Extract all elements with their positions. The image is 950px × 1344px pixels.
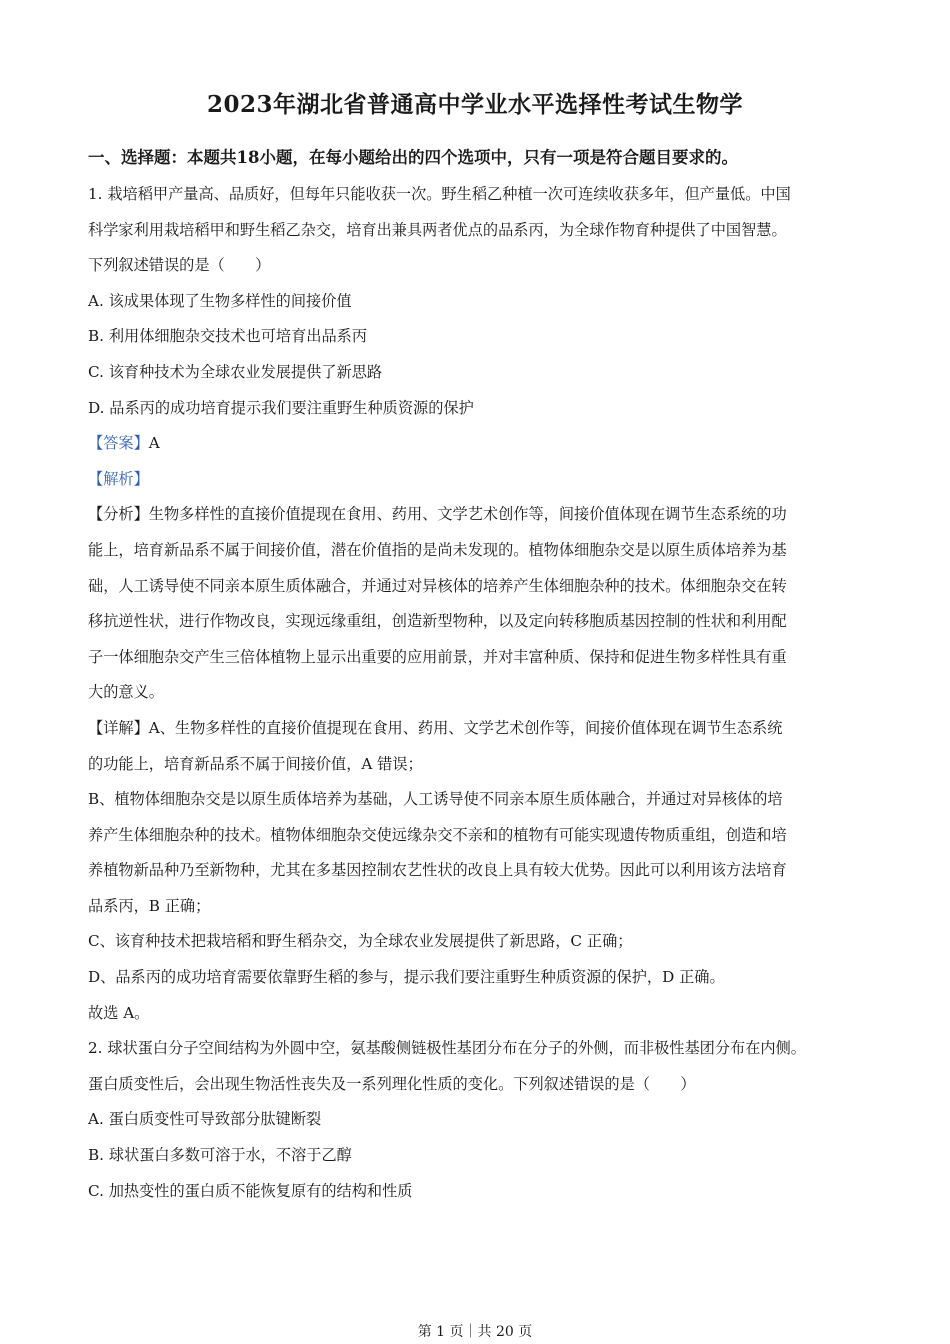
detail-line: 养植物新品种乃至新物种，尤其在多基因控制农艺性状的改良上具有较大优势。因此可以利用该方法培育 bbox=[88, 861, 787, 880]
analysis-text: 生物多样性的直接价值提现在食用、药用、文学艺术创作等，间接价值体现在调节生态系统的功 bbox=[148, 505, 787, 524]
option-b: B. 利用体细胞杂交技术也可培育出品系丙 bbox=[88, 327, 368, 346]
detail-line: C、该育种技术把栽培稻和野生稻杂交，为全球农业发展提供了新思路，C 正确； bbox=[88, 932, 633, 951]
section-heading: 一、选择题：本题共18小题，在每小题给出的四个选项中，只有一项是符合题目要求的。 bbox=[88, 148, 738, 167]
answer-label: 【答案】 bbox=[88, 434, 149, 453]
option-a: A. 该成果体现了生物多样性的间接价值 bbox=[88, 291, 352, 310]
analysis-line: 子一体细胞杂交产生三倍体植物上显示出重要的应用前景，并对丰富种质、保持和促进生物多样性具有重 bbox=[88, 647, 787, 666]
detail-text: A、生物多样性的直接价值提现在食用、药用、文学艺术创作等，间接价值体现在调节生态系统 bbox=[148, 718, 783, 737]
analysis-line bbox=[88, 497, 868, 533]
detail-line: 品系丙，B 正确； bbox=[88, 896, 211, 915]
analysis-line: 大的意义。 bbox=[88, 683, 164, 702]
analysis-prefix: 【分析】 bbox=[88, 505, 149, 524]
detail-line: B、植物体细胞杂交是以原生质体培养为基础，人工诱导使不同亲本原生质体融合，并通过对异核体的培 bbox=[88, 790, 783, 809]
detail-line: D、品系丙的成功培育需要依靠野生稻的参与，提示我们要注重野生种质资源的保护，D 正确。 bbox=[88, 968, 725, 987]
detail-line: 故选 A。 bbox=[88, 1003, 150, 1022]
detail-line: 养产生体细胞杂种的技术。植物体细胞杂交使远缘杂交不亲和的植物有可能实现遗传物质重组，创造和培 bbox=[88, 825, 787, 844]
analysis-line: 能上，培育新品系不属于间接价值，潜在价值指的是尚未发现的。植物体细胞杂交是以原生质体培养为基 bbox=[88, 540, 787, 559]
detail-prefix: 【详解】 bbox=[88, 718, 149, 737]
detail-line bbox=[88, 711, 868, 747]
question-stem-line: 1. 栽培稻甲产量高、品质好，但每年只能收获一次。野生稻乙种植一次可连续收获多年，但产量低。中国 bbox=[88, 185, 791, 203]
analysis-label: 【解析】 bbox=[88, 469, 149, 488]
page-title: 2023年湖北省普通高中学业水平选择性考试生物学 bbox=[206, 91, 743, 118]
answer-line bbox=[88, 426, 868, 462]
option-c: C. 加热变性的蛋白质不能恢复原有的结构和性质 bbox=[88, 1181, 413, 1200]
option-c: C. 该育种技术为全球农业发展提供了新思路 bbox=[88, 362, 383, 381]
option-b: B. 球状蛋白多数可溶于水，不溶于乙醇 bbox=[88, 1146, 352, 1165]
detail-line: 的功能上，培育新品系不属于间接价值，A 错误； bbox=[88, 754, 423, 773]
answer-value: A bbox=[148, 434, 160, 453]
page-content bbox=[88, 177, 868, 1209]
question-stem-line: 科学家利用栽培稻甲和野生稻乙杂交，培育出兼具两者优点的品系丙，为全球作物育种提供了中国智慧。 bbox=[88, 220, 787, 239]
analysis-line: 础，人工诱导使不同亲本原生质体融合，并通过对异核体的培养产生体细胞杂种的技术。体细胞杂交在转 bbox=[88, 576, 787, 595]
analysis-line: 移抗逆性状，进行作物改良，实现远缘重组，创造新型物种，以及定向转移胞质基因控制的性状和利用配 bbox=[88, 612, 787, 631]
question-2 bbox=[88, 1031, 868, 1209]
question-1 bbox=[88, 177, 868, 1031]
page-footer: 第 1 页｜共 20 页 bbox=[417, 1324, 533, 1340]
question-stem-line: 下列叙述错误的是（ ） bbox=[88, 256, 271, 275]
option-d: D. 品系丙的成功培育提示我们要注重野生种质资源的保护 bbox=[88, 398, 474, 417]
question-stem-line: 蛋白质变性后，会出现生物活性丧失及一系列理化性质的变化。下列叙述错误的是（ ） bbox=[88, 1074, 696, 1093]
question-stem-line: 2. 球状蛋白分子空间结构为外圆中空，氨基酸侧链极性基团分布在分子的外侧，而非极性基团分布在内侧。 bbox=[88, 1039, 806, 1058]
option-a: A. 蛋白质变性可导致部分肽键断裂 bbox=[88, 1110, 322, 1129]
